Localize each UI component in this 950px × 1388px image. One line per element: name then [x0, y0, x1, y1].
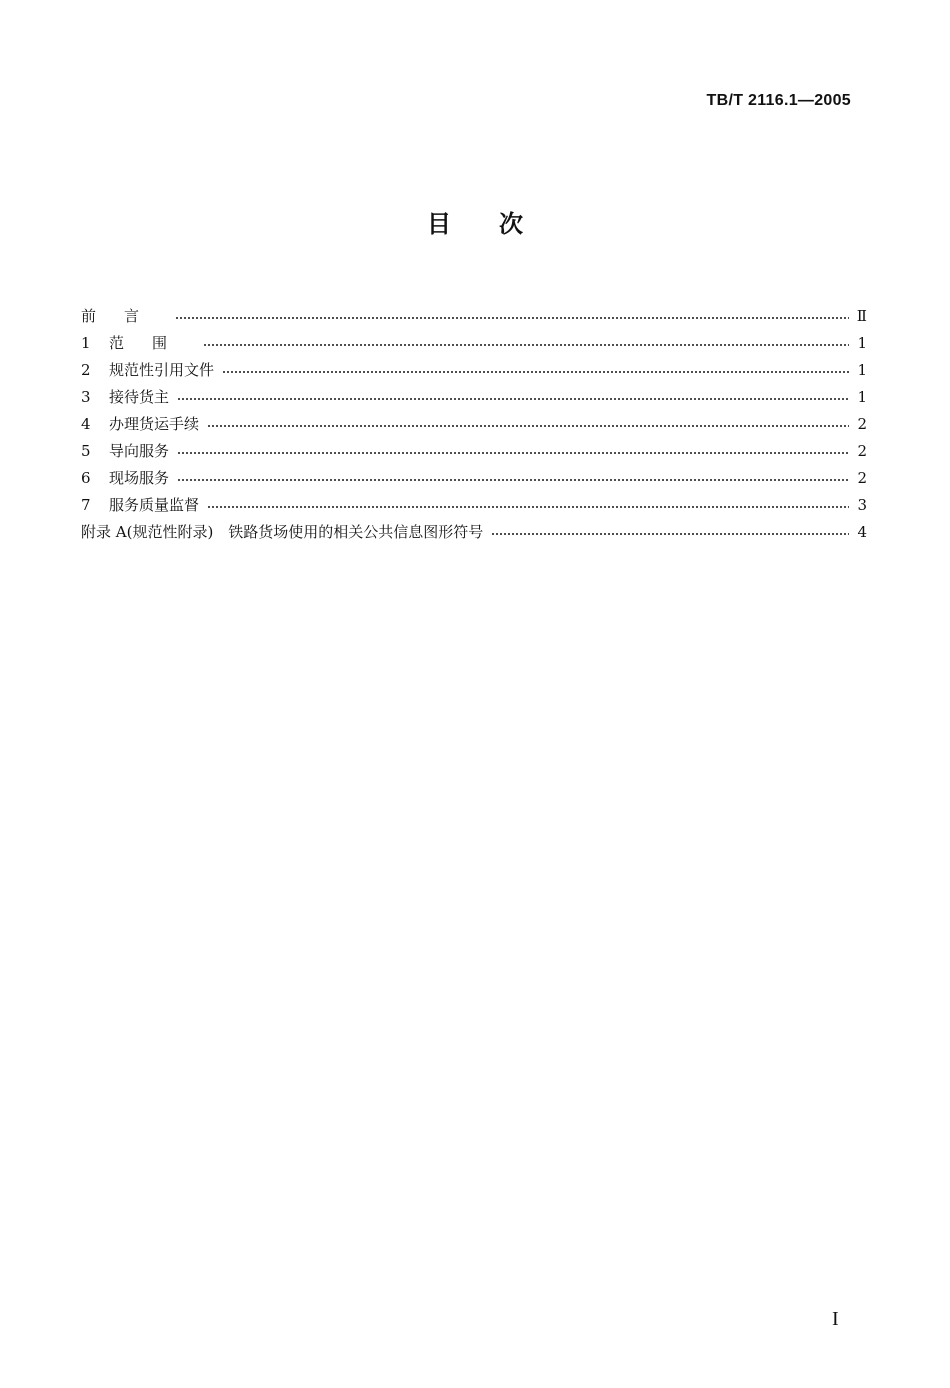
- dot-leader: [203, 344, 849, 346]
- toc-entry-page: 1: [857, 387, 867, 406]
- dot-leader: [222, 371, 849, 373]
- dot-leader: [177, 479, 849, 481]
- toc-entry-number: 1: [81, 333, 91, 352]
- toc-entry-number: 7: [81, 495, 91, 514]
- dot-leader: [491, 533, 849, 535]
- dot-leader: [177, 398, 849, 400]
- toc-entry-number: 2: [81, 360, 91, 379]
- toc-entry-page: 2: [857, 414, 867, 433]
- toc-entry-quality-supervision[interactable]: [81, 491, 867, 518]
- page-number: I: [832, 1308, 839, 1330]
- toc-entry-foreword[interactable]: [81, 302, 867, 329]
- toc-entry-number: 4: [81, 414, 91, 433]
- toc-entry-page: 1: [857, 333, 867, 352]
- toc-entry-label: 规范性引用文件: [109, 361, 215, 379]
- toc-entry-page: 3: [857, 495, 867, 514]
- toc-entry-label: 导向服务: [109, 442, 170, 460]
- toc-entry-page: 2: [857, 441, 867, 460]
- toc-entry-number: 5: [81, 441, 91, 460]
- toc-title: 目次: [427, 210, 571, 238]
- toc-entry-page: 2: [857, 468, 867, 487]
- toc-entry-number: 3: [81, 387, 91, 406]
- toc-entry-onsite-service[interactable]: [81, 464, 867, 491]
- toc-entry-page: Ⅱ: [856, 306, 867, 325]
- toc-entry-page: 1: [857, 360, 867, 379]
- toc-entry-annex-a[interactable]: [81, 518, 867, 545]
- toc-entry-normative-references[interactable]: [81, 356, 867, 383]
- toc-entry-label: 现场服务: [109, 469, 170, 487]
- toc-entry-label: 附录 A(规范性附录) 铁路货场使用的相关公共信息图形符号: [81, 523, 484, 541]
- toc-entry-label: 办理货运手续: [109, 415, 200, 433]
- dot-leader: [177, 452, 849, 454]
- toc-entry-freight-procedures[interactable]: [81, 410, 867, 437]
- toc-entry-receiving-shippers[interactable]: [81, 383, 867, 410]
- toc-entry-page: 4: [857, 522, 867, 541]
- dot-leader: [207, 506, 849, 508]
- dot-leader: [207, 425, 849, 427]
- standard-code: TB/T 2116.1—2005: [706, 92, 851, 109]
- toc-entry-guidance-service[interactable]: [81, 437, 867, 464]
- toc-entry-label: 范围: [109, 334, 196, 352]
- toc-entry-label: 服务质量监督: [109, 496, 200, 514]
- table-of-contents: [81, 302, 867, 545]
- toc-entry-label: 接待货主: [109, 388, 170, 406]
- toc-entry-scope[interactable]: [81, 329, 867, 356]
- toc-entry-number: 6: [81, 468, 91, 487]
- dot-leader: [175, 317, 849, 319]
- toc-entry-label: 前言: [81, 307, 168, 325]
